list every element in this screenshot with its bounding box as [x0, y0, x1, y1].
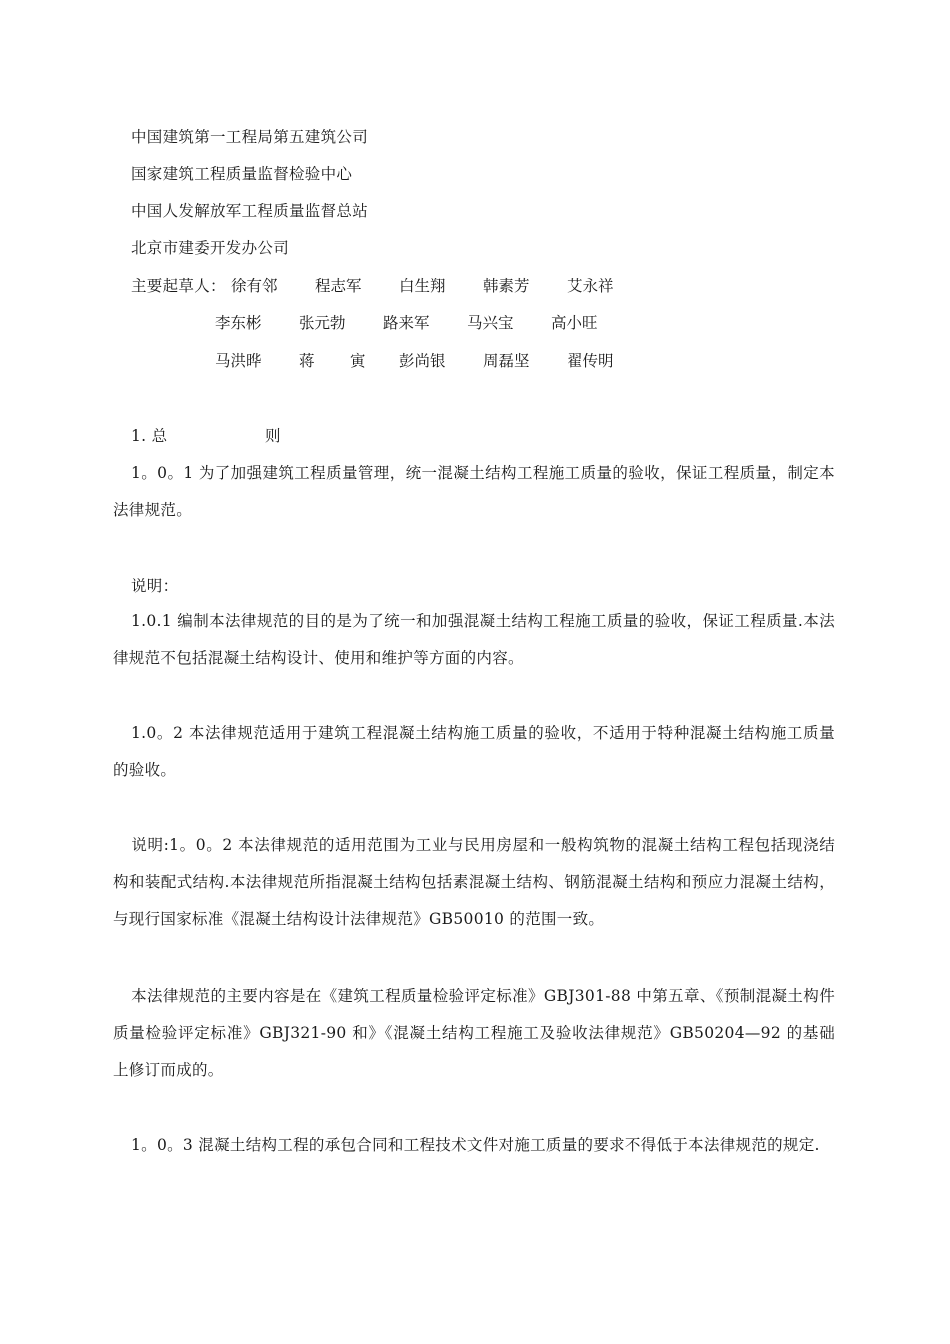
paragraph-1-0-2	[113, 715, 835, 789]
paragraph-text: 1.0。2 本法律规范适用于建筑工程混凝土结构施工质量的验收，不适用于特种混凝土结构施工质量的验收。	[113, 724, 835, 779]
drafter-name: 徐有邻	[231, 277, 278, 295]
paragraph-text: 1。0。1 为了加强建筑工程质量管理，统一混凝土结构工程施工质量的验收，保证工程质量，制定本法律规范。	[113, 464, 835, 519]
drafter-name: 高小旺	[551, 314, 598, 332]
drafter-name: 寅	[350, 352, 366, 370]
drafter-name: 张元勃	[299, 314, 346, 332]
explanation-label: 说明：	[131, 577, 179, 595]
drafter-name: 马洪晔	[215, 352, 262, 370]
drafter-name: 韩素芳	[483, 277, 530, 295]
drafter-name: 翟传明	[567, 352, 614, 370]
drafter-name: 白生翔	[399, 277, 446, 295]
drafter-name: 马兴宝	[467, 314, 514, 332]
org-line-4: 北京市建委开发办公司	[131, 239, 290, 257]
drafter-name: 蒋	[299, 352, 315, 370]
org-line-2: 国家建筑工程质量监督检验中心	[131, 165, 353, 183]
paragraph-1-0-1	[113, 455, 835, 529]
paragraph-text: 1。0。3 混凝土结构工程的承包合同和工程技术文件对施工质量的要求不得低于本法律规范的规定.	[131, 1136, 820, 1154]
paragraph-explanation-1-0-2	[113, 827, 835, 938]
section-number: 1. 总	[131, 427, 168, 445]
drafter-name: 李东彬	[215, 314, 262, 332]
paragraph-content-basis	[113, 978, 835, 1089]
paragraph-explanation-1-0-1	[113, 603, 835, 677]
paragraph-text: 本法律规范的主要内容是在《建筑工程质量检验评定标准》GBJ301-88 中第五章、《预制混凝土构件质量检验评定标准》GBJ321-90 和》《混凝土结构工程施工及验收法律规范》GB50204—92 的基础上修订而成的。	[113, 987, 835, 1079]
section-title-tail: 则	[265, 427, 281, 445]
org-line-1: 中国建筑第一工程局第五建筑公司	[131, 128, 369, 146]
drafter-name: 周磊坚	[483, 352, 530, 370]
paragraph-text: 1.0.1 编制本法律规范的目的是为了统一和加强混凝土结构工程施工质量的验收，保证工程质量.本法律规范不包括混凝土结构设计、使用和维护等方面的内容。	[113, 612, 835, 667]
org-line-3: 中国人发解放军工程质量监督总站	[131, 202, 369, 220]
drafter-name: 路来军	[383, 314, 430, 332]
drafter-name: 程志军	[315, 277, 362, 295]
drafter-name: 彭尚银	[399, 352, 446, 370]
paragraph-text: 说明:1。0。2 本法律规范的适用范围为工业与民用房屋和一般构筑物的混凝土结构工程包括现浇结构和装配式结构.本法律规范所指混凝土结构包括素混凝土结构、钢筋混凝土结构和预应力混凝土结构，与现行国家标准《混凝土结构设计法律规范》GB50010 的范围一致。	[113, 836, 835, 928]
drafters-label: 主要起草人：	[131, 277, 226, 295]
drafter-name: 艾永祥	[567, 277, 614, 295]
paragraph-1-0-3	[113, 1127, 835, 1164]
